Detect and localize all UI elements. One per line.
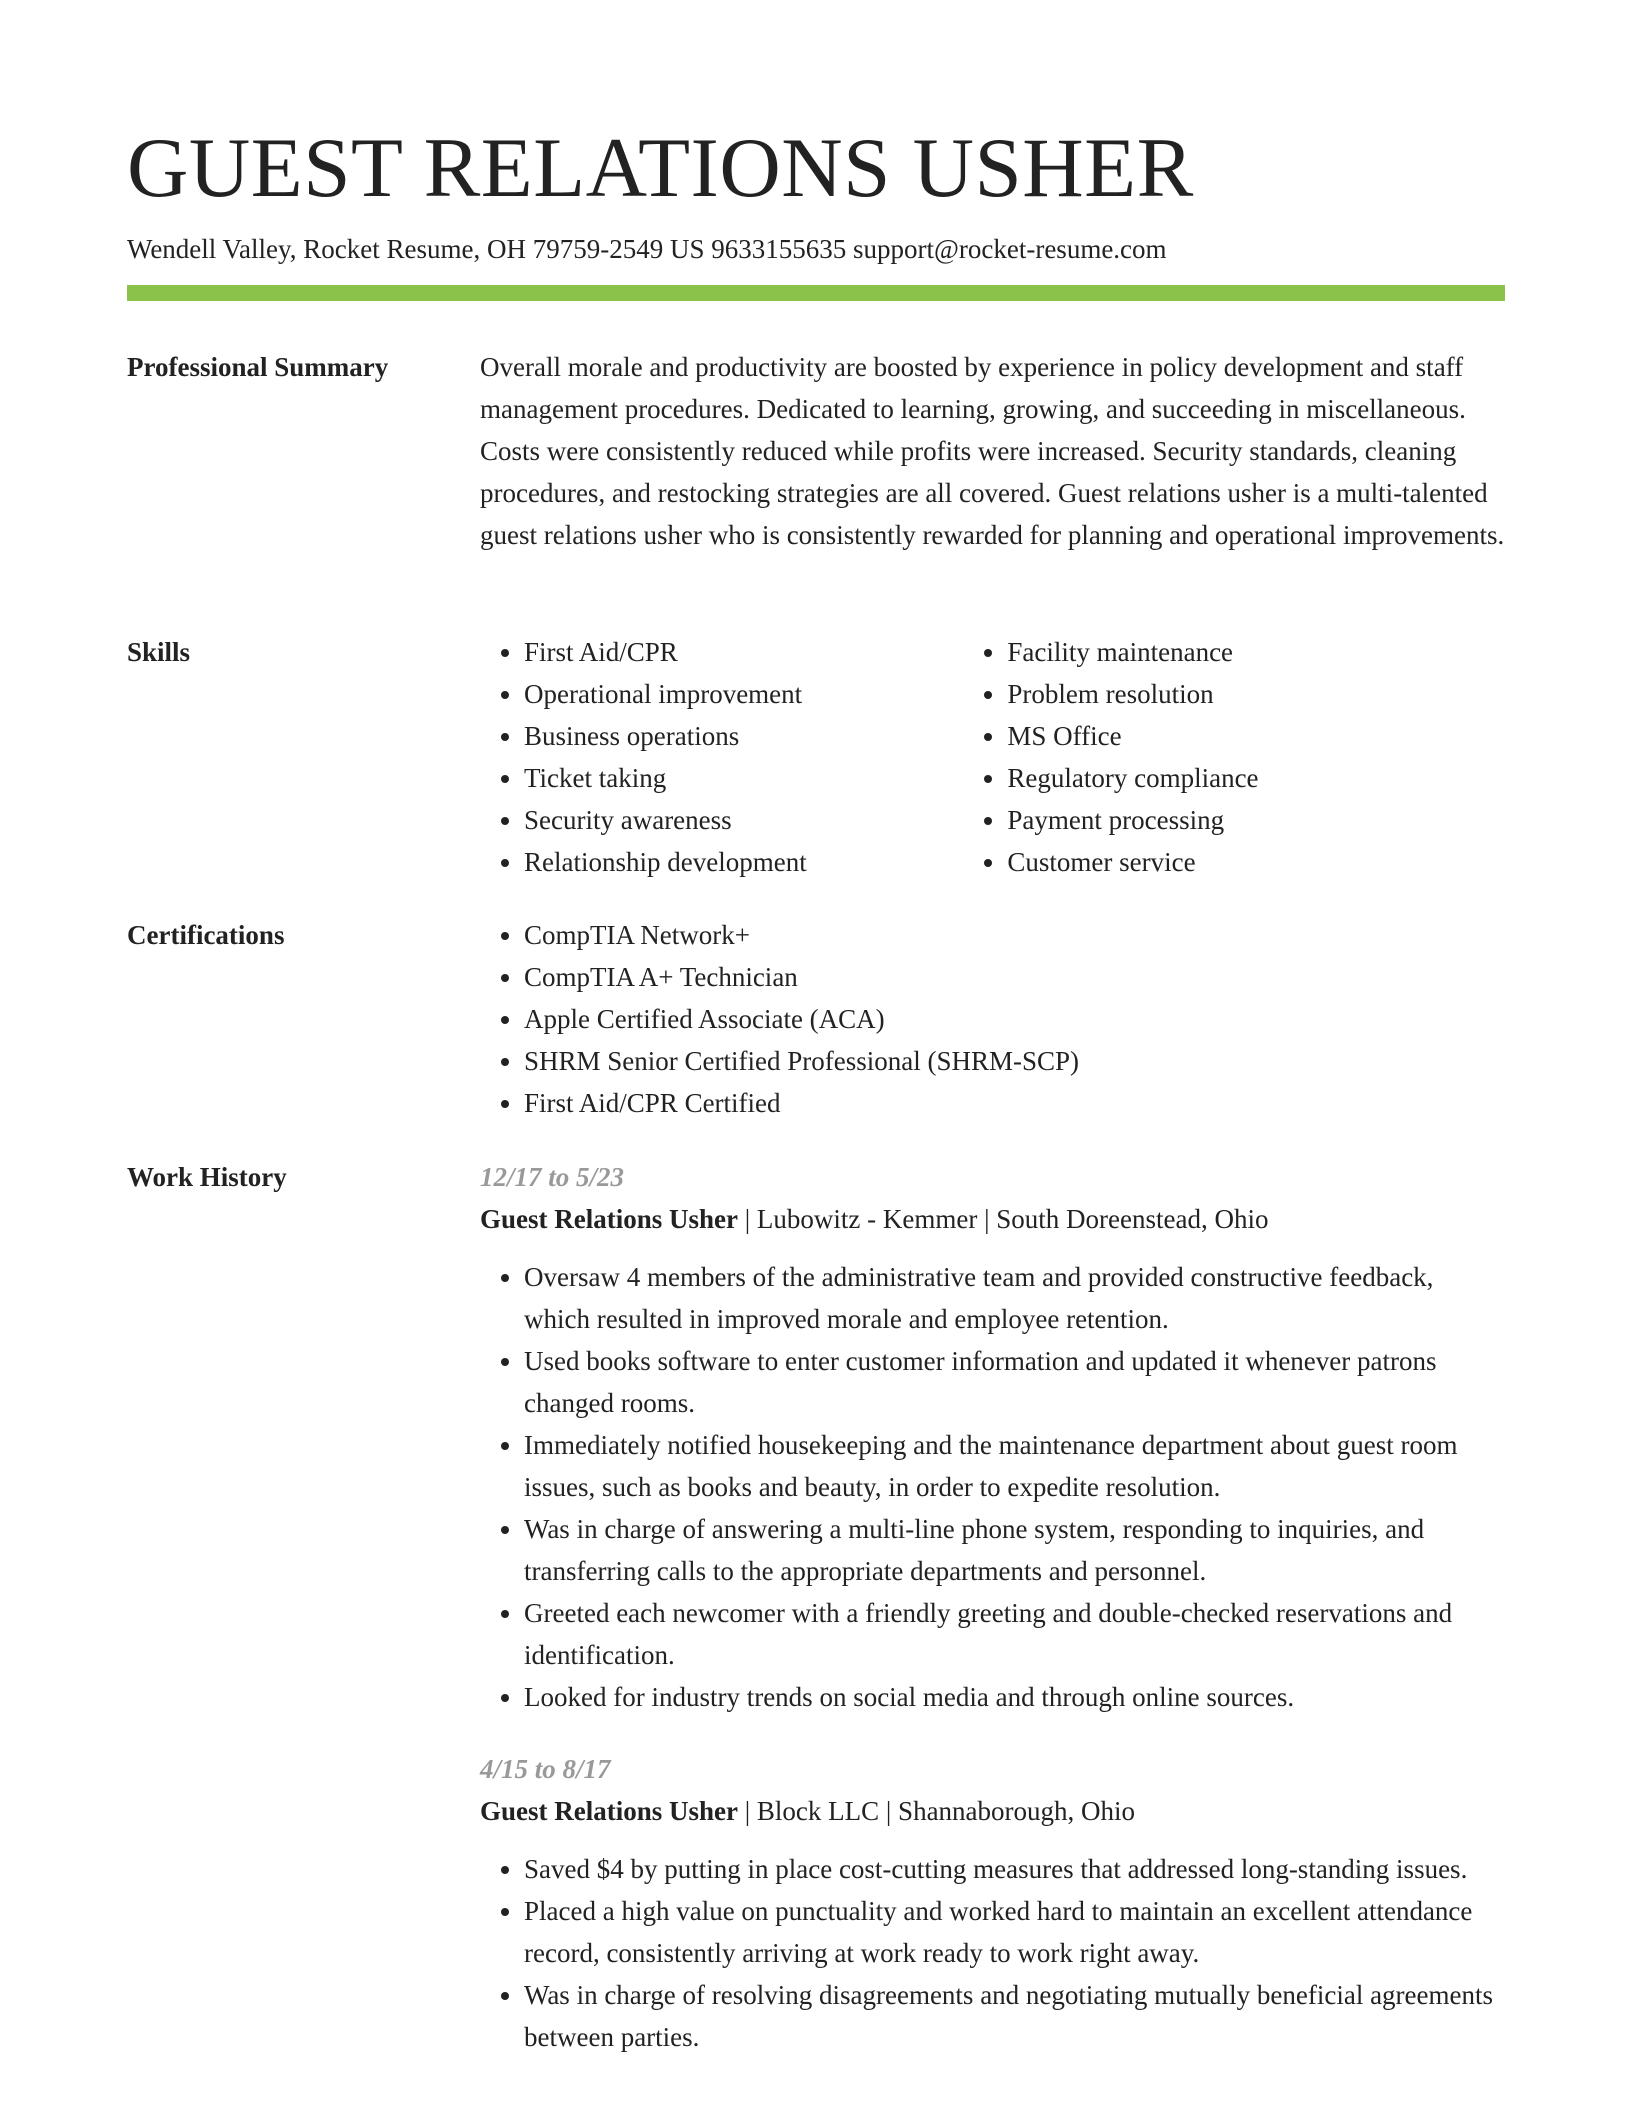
skills-list-right	[963, 631, 1505, 883]
header-divider	[127, 285, 1505, 301]
skills-list-left	[480, 631, 963, 883]
job-dates: 4/15 to 8/17	[480, 1754, 611, 1784]
job-bullets	[480, 1848, 1505, 2058]
skills-heading: Skills	[127, 637, 191, 667]
job-bullet: • Saved $4 by putting in place cost-cutting measures that addressed long-standing issues.	[524, 1848, 1505, 1890]
certification-item: • SHRM Senior Certified Professional (SHRM-SCP)	[524, 1040, 1505, 1082]
certification-item: • CompTIA A+ Technician	[524, 956, 1505, 998]
job-header	[480, 1790, 1505, 1832]
skill-item: • Security awareness	[524, 799, 963, 841]
skill-item: • Business operations	[524, 715, 963, 757]
certification-item: • First Aid/CPR Certified	[524, 1082, 1505, 1124]
job-bullet: • Used books software to enter customer information and updated it whenever patrons changed rooms.	[524, 1340, 1505, 1424]
job-bullet: • Greeted each newcomer with a friendly greeting and double-checked reservations and identification.	[524, 1592, 1505, 1676]
skills-body	[480, 631, 1505, 883]
contact-state-zip: OH 79759-2549	[487, 234, 664, 264]
contact-email[interactable]: support@rocket-resume.com	[853, 234, 1167, 264]
contact-city: Rocket Resume,	[303, 234, 481, 264]
skill-item: • Facility maintenance	[1007, 631, 1505, 673]
contact-country: US	[670, 234, 705, 264]
skill-item: • First Aid/CPR	[524, 631, 963, 673]
job-bullet: • Was in charge of answering a multi-line phone system, responding to inquiries, and transferring calls to the appropriate departments and personnel.	[524, 1508, 1505, 1592]
contact-phone[interactable]: 9633155635	[711, 234, 847, 264]
job-entry	[480, 1748, 1505, 2058]
job-entry	[480, 1156, 1505, 1718]
summary-heading: Professional Summary	[127, 352, 389, 382]
job-bullet: • Immediately notified housekeeping and the maintenance department about guest room issues, such as books and beauty, in order to expedite resolution.	[524, 1424, 1505, 1508]
certifications-list	[480, 914, 1505, 1124]
job-details: | Block LLC | Shannaborough, Ohio	[738, 1796, 1136, 1826]
summary-text: Overall morale and productivity are boosted by experience in policy development and staff management procedures. Dedicated to learning, growing, and succeeding in miscellaneous. Costs were consistently reduced while profits were increased. Security standards, cleaning procedures, and restocking strategies are all covered. Guest relations usher is a multi-talented guest relations usher who is consistently rewarded for planning and operational improvements.	[480, 352, 1505, 550]
skill-item: • Ticket taking	[524, 757, 963, 799]
work-history-body	[480, 1156, 1505, 2058]
skill-item: • MS Office	[1007, 715, 1505, 757]
certification-item: • Apple Certified Associate (ACA)	[524, 998, 1505, 1040]
job-header	[480, 1198, 1505, 1240]
skill-item: • Regulatory compliance	[1007, 757, 1505, 799]
job-title: Guest Relations Usher	[480, 1204, 738, 1234]
skill-item: • Payment processing	[1007, 799, 1505, 841]
candidate-name: GUEST RELATIONS USHER	[127, 121, 1194, 215]
work-history-heading: Work History	[127, 1162, 287, 1192]
contact-street: Wendell Valley,	[127, 234, 297, 264]
certification-item: • CompTIA Network+	[524, 914, 1505, 956]
skill-item: • Operational improvement	[524, 673, 963, 715]
job-dates: 12/17 to 5/23	[480, 1162, 625, 1192]
job-bullet: • Was in charge of resolving disagreements and negotiating mutually beneficial agreements between parties.	[524, 1974, 1505, 2058]
skill-item: • Relationship development	[524, 841, 963, 883]
certifications-heading: Certifications	[127, 920, 285, 950]
job-bullets	[480, 1256, 1505, 1718]
job-title: Guest Relations Usher	[480, 1796, 738, 1826]
job-details: | Lubowitz - Kemmer | South Doreenstead, Ohio	[738, 1204, 1269, 1234]
contact-line	[127, 231, 1167, 267]
job-bullet: • Oversaw 4 members of the administrative team and provided constructive feedback, which resulted in improved morale and employee retention.	[524, 1256, 1505, 1340]
job-bullet: • Looked for industry trends on social media and through online sources.	[524, 1676, 1505, 1718]
summary-body	[480, 346, 1505, 556]
job-bullet: • Placed a high value on punctuality and worked hard to maintain an excellent attendance record, consistently arriving at work ready to work right away.	[524, 1890, 1505, 1974]
certifications-body	[480, 914, 1505, 1124]
skill-item: • Problem resolution	[1007, 673, 1505, 715]
skill-item: • Customer service	[1007, 841, 1505, 883]
